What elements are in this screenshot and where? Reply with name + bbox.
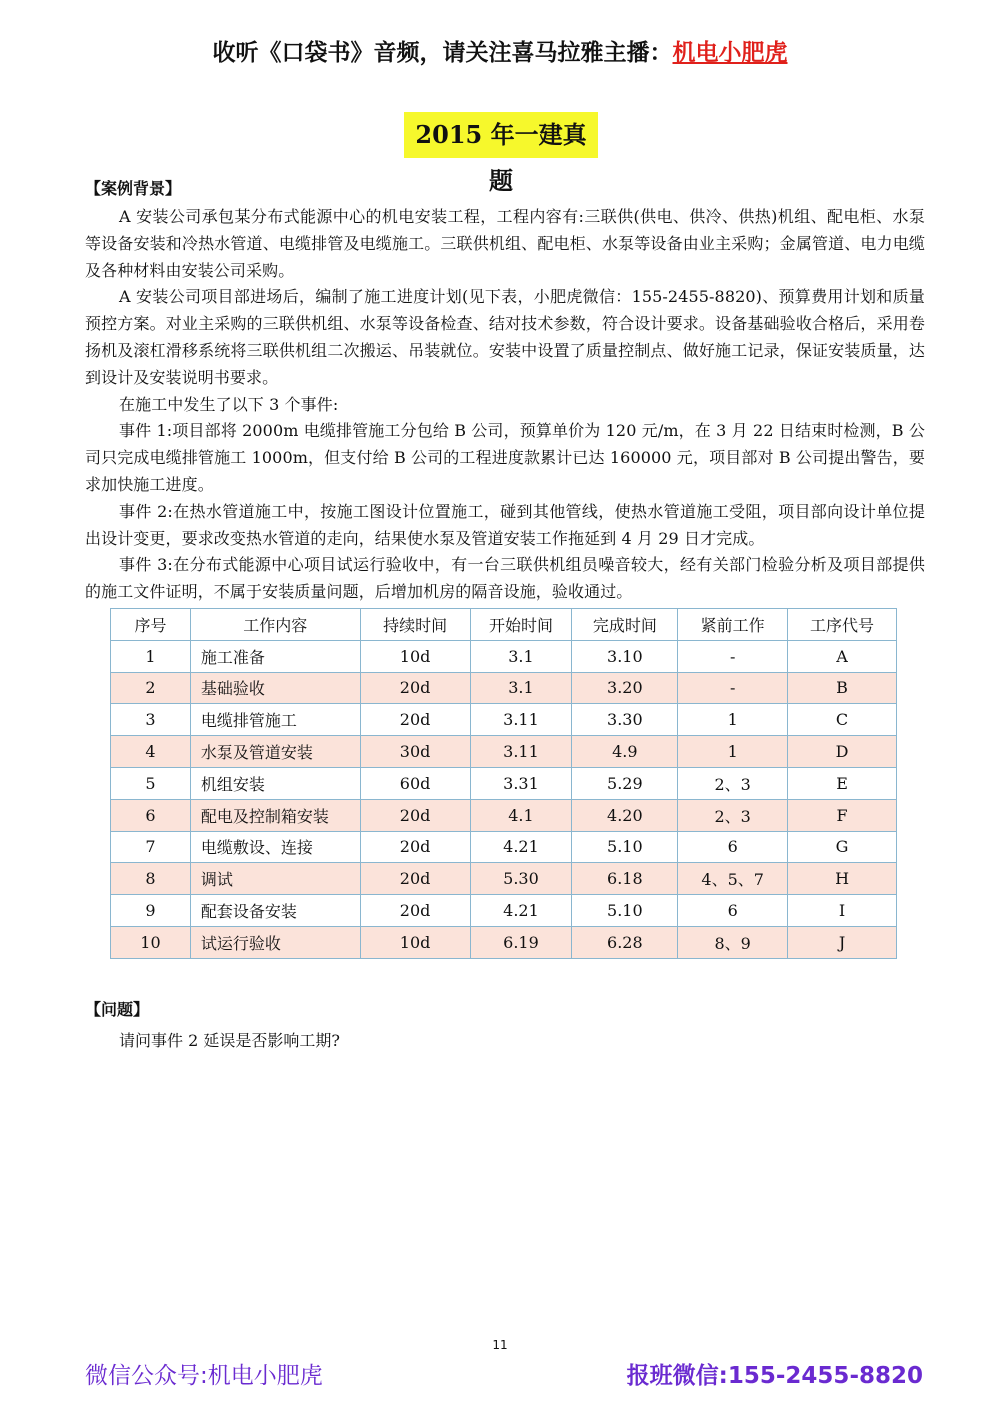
cell-task: 基础验收 <box>190 672 360 704</box>
document-title: 2015 年一建真题 <box>404 112 598 158</box>
cell-start: 3.11 <box>470 736 572 768</box>
table-header-row <box>111 609 897 641</box>
cell-seq: 3 <box>111 704 191 736</box>
cell-seq: 7 <box>111 831 191 863</box>
column-header: 紧前工作 <box>678 609 788 641</box>
cell-duration: 30d <box>360 736 470 768</box>
paragraph: 事件 1:项目部将 2000m 电缆排管施工分包给 B 公司，预算单价为 120 元/m，在 3 月 22 日结束时检测，B 公司只完成电缆排管施工 1000m，但支付给 B 公司的工程进度款累计已达 160000 元，项目部对 B 公司提出警告，要求加快施工进度。 <box>85 421 925 494</box>
cell-finish: 5.10 <box>572 831 678 863</box>
cell-code: E <box>788 767 897 799</box>
cell-start: 5.30 <box>470 863 572 895</box>
cell-code: I <box>788 895 897 927</box>
table-row <box>111 799 897 831</box>
paragraph: A 安装公司项目部进场后，编制了施工进度计划(见下表，小肥虎微信：155-2455-8820)、预算费用计划和质量预控方案。对业主采购的三联供机组、水泵等设备检查、结对技术参数，符合设计要求。设备基础验收合格后，采用卷扬机及滚杠滑移系统将三联供机组二次搬运、吊装就位。安装中设置了质量控制点、做好施工记录，保证安装质量，达到设计及安装说明书要求。 <box>85 287 925 387</box>
column-header: 开始时间 <box>470 609 572 641</box>
cell-start: 4.21 <box>470 895 572 927</box>
cell-task: 机组安装 <box>190 767 360 799</box>
cell-task: 试运行验收 <box>190 926 360 958</box>
paragraph: 在施工中发生了以下 3 个事件: <box>119 394 339 414</box>
cell-code: F <box>788 799 897 831</box>
cell-duration: 20d <box>360 799 470 831</box>
cell-seq: 1 <box>111 640 191 672</box>
cell-seq: 4 <box>111 736 191 768</box>
cell-finish: 3.30 <box>572 704 678 736</box>
schedule-table <box>110 608 897 959</box>
cell-start: 3.1 <box>470 672 572 704</box>
column-header: 序号 <box>111 609 191 641</box>
table-row <box>111 926 897 958</box>
table-row <box>111 895 897 927</box>
cell-task: 电缆排管施工 <box>190 704 360 736</box>
table-row <box>111 736 897 768</box>
column-header: 工序代号 <box>788 609 897 641</box>
cell-duration: 20d <box>360 831 470 863</box>
cell-task: 电缆敷设、连接 <box>190 831 360 863</box>
question-heading: 【问题】 <box>85 1000 150 1019</box>
cell-predecessor: - <box>678 672 788 704</box>
cell-predecessor: 6 <box>678 831 788 863</box>
cell-code: D <box>788 736 897 768</box>
cell-predecessor: 1 <box>678 704 788 736</box>
cell-task: 施工准备 <box>190 640 360 672</box>
cell-task: 配电及控制箱安装 <box>190 799 360 831</box>
cell-duration: 20d <box>360 895 470 927</box>
table-row <box>111 672 897 704</box>
table-row <box>111 831 897 863</box>
cell-duration: 20d <box>360 672 470 704</box>
cell-start: 6.19 <box>470 926 572 958</box>
cell-predecessor: - <box>678 640 788 672</box>
cell-duration: 60d <box>360 767 470 799</box>
cell-code: A <box>788 640 897 672</box>
cell-duration: 20d <box>360 704 470 736</box>
cell-finish: 6.28 <box>572 926 678 958</box>
case-background <box>85 204 925 606</box>
cell-task: 配套设备安装 <box>190 895 360 927</box>
page-header <box>0 34 1000 67</box>
cell-code: B <box>788 672 897 704</box>
cell-code: G <box>788 831 897 863</box>
cell-finish: 4.9 <box>572 736 678 768</box>
cell-start: 4.21 <box>470 831 572 863</box>
cell-duration: 20d <box>360 863 470 895</box>
cell-predecessor: 1 <box>678 736 788 768</box>
background-heading: 【案例背景】 <box>85 179 182 198</box>
cell-seq: 2 <box>111 672 191 704</box>
cell-code: C <box>788 704 897 736</box>
paragraph: A 安装公司承包某分布式能源中心的机电安装工程，工程内容有:三联供(供电、供冷、供热)机组、配电柜、水泵等设备安装和冷热水管道、电缆排管及电缆施工。三联供机组、配电柜、水泵等设备由业主采购；金属管道、电力电缆及各种材料由安装公司采购。 <box>85 207 925 280</box>
table-row <box>111 704 897 736</box>
cell-duration: 10d <box>360 640 470 672</box>
paragraph: 事件 2:在热水管道施工中，按施工图设计位置施工，碰到其他管线，使热水管道施工受阻，项目部向设计单位提出设计变更，要求改变热水管道的走向，结果使水泵及管道安装工作拖延到 4 月 29 日才完成。 <box>85 501 925 548</box>
cell-finish: 5.10 <box>572 895 678 927</box>
table-row <box>111 640 897 672</box>
cell-seq: 9 <box>111 895 191 927</box>
cell-predecessor: 8、9 <box>678 926 788 958</box>
table-row <box>111 863 897 895</box>
cell-predecessor: 2、3 <box>678 767 788 799</box>
cell-predecessor: 2、3 <box>678 799 788 831</box>
cell-seq: 10 <box>111 926 191 958</box>
header-prefix: 收听《口袋书》音频，请关注喜马拉雅主播： <box>212 40 673 66</box>
cell-code: H <box>788 863 897 895</box>
host-name-link[interactable]: 机电小肥虎 <box>672 40 788 66</box>
question-text: 请问事件 2 延误是否影响工期? <box>119 1031 340 1050</box>
column-header: 工作内容 <box>190 609 360 641</box>
cell-task: 调试 <box>190 863 360 895</box>
page-number: 11 <box>492 1338 508 1352</box>
cell-finish: 3.20 <box>572 672 678 704</box>
cell-start: 3.31 <box>470 767 572 799</box>
cell-seq: 5 <box>111 767 191 799</box>
cell-code: J <box>788 926 897 958</box>
cell-finish: 4.20 <box>572 799 678 831</box>
cell-start: 4.1 <box>470 799 572 831</box>
cell-seq: 6 <box>111 799 191 831</box>
cell-seq: 8 <box>111 863 191 895</box>
column-header: 持续时间 <box>360 609 470 641</box>
cell-predecessor: 6 <box>678 895 788 927</box>
paragraph: 事件 3:在分布式能源中心项目试运行验收中，有一台三联供机组员噪音较大，经有关部门检验分析及项目部提供的施工文件证明，不属于安装质量问题，后增加机房的隔音设施，验收通过。 <box>85 555 925 602</box>
footer-wechat-account: 微信公众号:机电小肥虎 <box>85 1363 323 1389</box>
column-header: 完成时间 <box>572 609 678 641</box>
cell-start: 3.11 <box>470 704 572 736</box>
cell-finish: 5.29 <box>572 767 678 799</box>
cell-task: 水泵及管道安装 <box>190 736 360 768</box>
cell-finish: 6.18 <box>572 863 678 895</box>
cell-finish: 3.10 <box>572 640 678 672</box>
footer-enroll-wechat: 报班微信:155-2455-8820 <box>626 1363 923 1389</box>
cell-start: 3.1 <box>470 640 572 672</box>
cell-duration: 10d <box>360 926 470 958</box>
cell-predecessor: 4、5、7 <box>678 863 788 895</box>
table-row <box>111 767 897 799</box>
